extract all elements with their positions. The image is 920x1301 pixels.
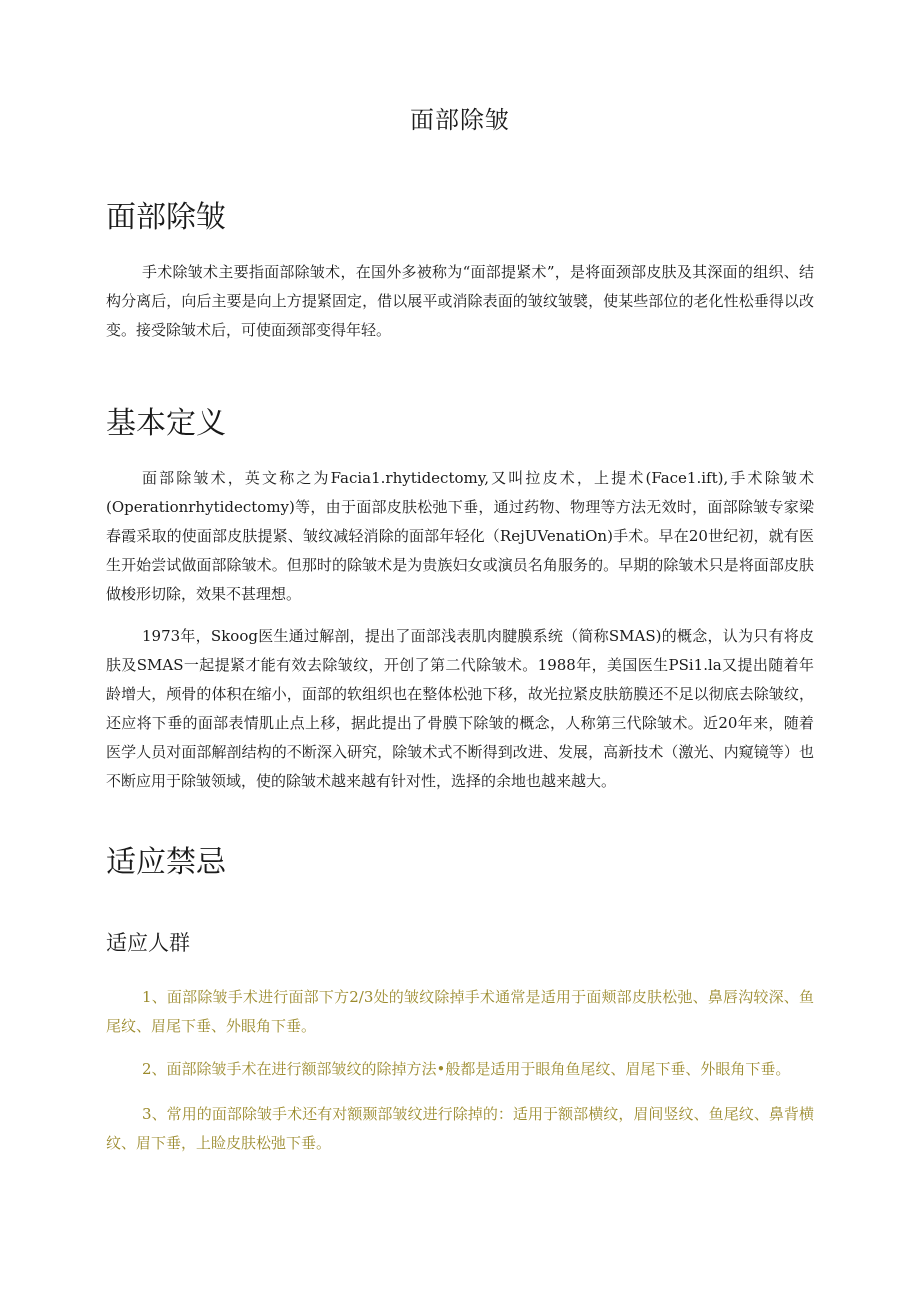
intro-paragraph: 手术除皱术主要指面部除皱术，在国外多被称为“面部提紧术”，是将面颈部皮肤及其深面的组织、结构分离后，向后主要是向上方提紧固定，借以展平或消除表面的皱纹皱襞，使某些部位的老化性松垂得以改变。接受除皱术后，可使面颈部变得年轻。: [106, 263, 814, 339]
indication-item-1: 1、面部除皱手术进行面部下方2/3处的皱纹除掉手术通常是适用于面颊部皮肤松弛、鼻唇沟较深、鱼尾纹、眉尾下垂、外眼角下垂。: [106, 988, 814, 1035]
section-heading-indications: 适应禁忌: [106, 845, 226, 880]
document-title: 面部除皱: [410, 106, 510, 134]
section-heading-facial-wrinkle-removal: 面部除皱: [106, 200, 226, 235]
subheading-suitable-population: 适应人群: [106, 931, 190, 955]
definition-paragraph-2: 1973年，Skoog医生通过解剖，提出了面部浅表肌肉腱膜系统（简称SMAS)的概念，认为只有将皮肤及SMAS一起提紧才能有效去除皱纹，开创了第二代除皱术。1988年，美国医生PSi1.la又提出随着年龄增大，颅骨的体积在缩小，面部的软组织也在整体松弛下移，故光拉紧皮肤筋膜还不足以彻底去除皱纹，还应将下垂的面部表情肌止点上移，据此提出了骨膜下除皱的概念，人称第三代除皱术。近20年来，随着医学人员对面部解剖结构的不断深入研究，除皱术式不断得到改进、发展，高新技术（激光、内窥镜等）也不断应用于除皱领域，使的除皱术越来越有针对性，选择的余地也越来越大。: [106, 627, 814, 790]
section-heading-basic-definition: 基本定义: [106, 406, 226, 441]
indication-item-3: 3、常用的面部除皱手术还有对额颞部皱纹进行除掉的：适用于额部横纹，眉间竖纹、鱼尾纹、鼻背横纹、眉下垂，上睑皮肤松弛下垂。: [106, 1105, 814, 1152]
indication-item-2: 2、面部除皱手术在进行额部皱纹的除掉方法•般都是适用于眼角鱼尾纹、眉尾下垂、外眼角下垂。: [142, 1060, 791, 1078]
definition-paragraph-1: 面部除皱术，英文称之为Facia1.rhytidectomy,又叫拉皮术，上提术(Face1.ift),手术除皱术(Operationrhytidectomy)等，由于面部皮肤松弛下垂，通过药物、物理等方法无效时，面部除皱专家梁春霞采取的使面部皮肤提紧、皱纹减轻消除的面部年轻化（RejUVenatiOn)手术。早在20世纪初，就有医生开始尝试做面部除皱术。但那时的除皱术是为贵族妇女或演员名角服务的。早期的除皱术只是将面部皮肤做梭形切除，效果不甚理想。: [106, 469, 814, 603]
